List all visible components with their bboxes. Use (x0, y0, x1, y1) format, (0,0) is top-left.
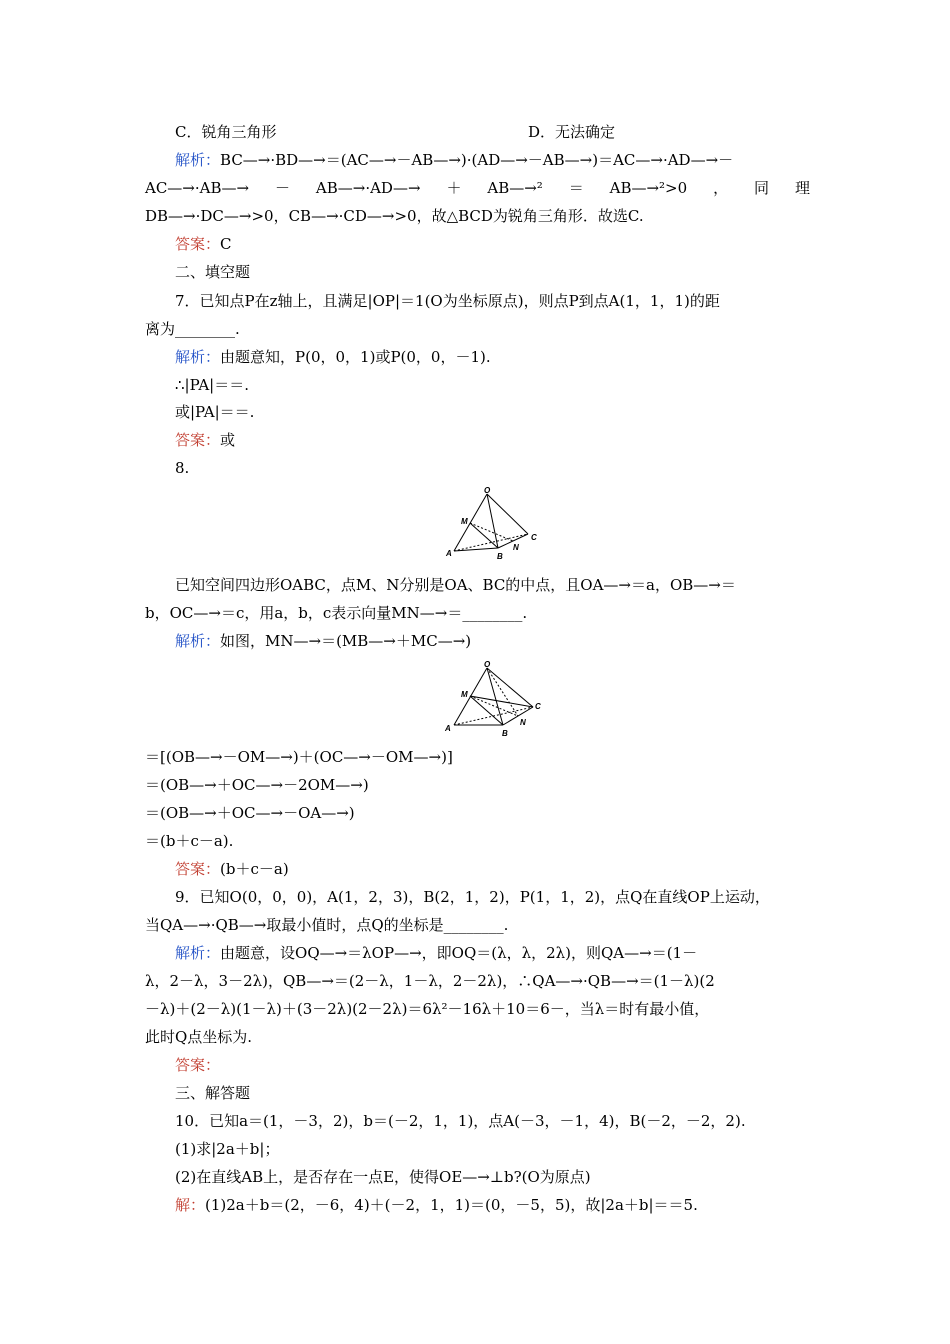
token: － (274, 179, 290, 197)
analysis-text: 由题意知，P(0，0，1)或P(0，0，－1). (220, 348, 491, 366)
token: AB—→² (487, 179, 543, 197)
figure-label: N (513, 543, 519, 552)
answer-label: 答案： (175, 431, 221, 449)
answer-text: C (220, 235, 232, 253)
token: AB—→²>0 (609, 179, 688, 197)
question-8-number: 8. (175, 459, 190, 477)
question-10: 10．已知a＝(1，－3，2)，b＝(－2，1，1)，点A(－3，－1，4)，B(－2，－2，2). (175, 1112, 746, 1130)
analysis-label: 解析： (175, 151, 221, 169)
answer-label: 答案： (175, 860, 221, 878)
token: 同 (754, 179, 770, 197)
text-line: ∴|PA|＝＝. (175, 376, 249, 394)
analysis-text: 由题意，设OQ—→＝λOP—→，即OQ＝(λ，λ，2λ)，则QA—→＝(1－ (220, 944, 698, 962)
figure-label: C (535, 702, 541, 711)
answer-label: 答案： (175, 1056, 221, 1074)
question-8-cont: b，OC—→＝c，用a，b，c表示向量MN—→＝________. (145, 604, 528, 622)
answer-line (175, 430, 840, 450)
token: 理 (794, 179, 810, 197)
question-9: 9．已知O(0，0，0)，A(1，2，3)，B(2，1，2)，P(1，1，2)，点Q在直线OP上运动， (175, 888, 770, 906)
analysis-label: 解析： (175, 944, 221, 962)
analysis-line (175, 631, 840, 651)
derivation-line: ＝(b＋c－a). (145, 832, 234, 850)
derivation-line: ＝[(OB—→－OM—→)＋(OC—→－OM—→)] (145, 748, 453, 766)
answer-label: 答案： (175, 235, 221, 253)
question-10-part-2: (2)在直线AB上，是否存在一点E，使得OE—→⊥b?(O为原点) (175, 1168, 591, 1186)
text-line: λ，2－λ，3－2λ)，QB—→＝(2－λ，1－λ，2－2λ)，∴QA—→·QB—→＝(1－λ)(2 (145, 972, 715, 990)
token: AC—→·AB—→ (145, 179, 250, 197)
token: AB—→·AD—→ (315, 179, 421, 197)
figure-label: N (520, 718, 526, 727)
question-10-part-1: (1)求|2a＋b|； (175, 1140, 280, 1158)
analysis-justified-line (145, 178, 810, 198)
analysis-line (175, 943, 840, 963)
option-c: C．锐角三角形 (175, 123, 277, 141)
analysis-text: 如图，MN—→＝(MB—→＋MC—→) (220, 632, 472, 650)
analysis-line (175, 347, 840, 367)
text-line: 此时Q点坐标为. (145, 1028, 253, 1046)
answer-text: (b＋c－a) (220, 860, 289, 878)
text-line: －λ)＋(2－λ)(1－λ)＋(3－2λ)(2－2λ)＝6λ²－16λ＋10＝6－，当λ＝时有最小值， (145, 1000, 710, 1018)
figure-label: M (461, 517, 468, 526)
section-heading: 二、填空题 (175, 263, 251, 281)
derivation-line: ＝(OB—→＋OC—→－2OM—→) (145, 776, 369, 794)
analysis-label: 解析： (175, 348, 221, 366)
derivation-line: ＝(OB—→＋OC—→－OA—→) (145, 804, 355, 822)
answer-line (175, 234, 840, 254)
analysis-label: 解析： (175, 632, 221, 650)
figure-label: A (445, 724, 451, 733)
solution-line (175, 1195, 840, 1215)
section-heading: 三、解答题 (175, 1084, 251, 1102)
answer-line (175, 1055, 840, 1075)
figure-label: O (484, 486, 491, 495)
solution-text: (1)2a＋b＝(2，－6，4)＋(－2，1，1)＝(0，－5，5)，故|2a＋b|＝＝5. (205, 1196, 698, 1214)
figure-label: M (461, 690, 468, 699)
answer-line (175, 859, 840, 879)
question-8: 已知空间四边形OABC，点M、N分别是OA、BC的中点，且OA—→＝a，OB—→＝ (175, 576, 736, 594)
text-line: DB—→·DC—→>0，CB—→·CD—→>0，故△BCD为锐角三角形．故选C. (145, 207, 644, 225)
solution-label: 解： (175, 1196, 206, 1214)
token: ＝ (568, 179, 584, 197)
tetrahedron-figure-2 (440, 659, 550, 739)
question-9-cont: 当QA—→·QB—→取最小值时，点Q的坐标是________. (145, 916, 509, 934)
token: ， (713, 179, 729, 197)
figure-label: A (446, 549, 452, 558)
figure-label: B (497, 552, 503, 561)
figure-label: B (502, 729, 508, 738)
option-line (175, 122, 840, 142)
analysis-line (175, 150, 840, 170)
option-d: D．无法确定 (528, 123, 616, 141)
tetrahedron-figure-1 (440, 484, 550, 564)
answer-text: 或 (220, 431, 236, 449)
analysis-text: BC—→·BD—→＝(AC—→－AB—→)·(AD—→－AB—→)＝AC—→·AD—→－ (220, 151, 734, 169)
figure-label: O (484, 660, 491, 669)
question-7-cont: 离为________. (145, 320, 240, 338)
token: ＋ (446, 179, 462, 197)
figure-label: C (531, 533, 537, 542)
text-line: 或|PA|＝＝. (175, 403, 255, 421)
question-7: 7．已知点P在z轴上，且满足|OP|＝1(O为坐标原点)，则点P到点A(1，1，1)的距 (175, 292, 720, 310)
